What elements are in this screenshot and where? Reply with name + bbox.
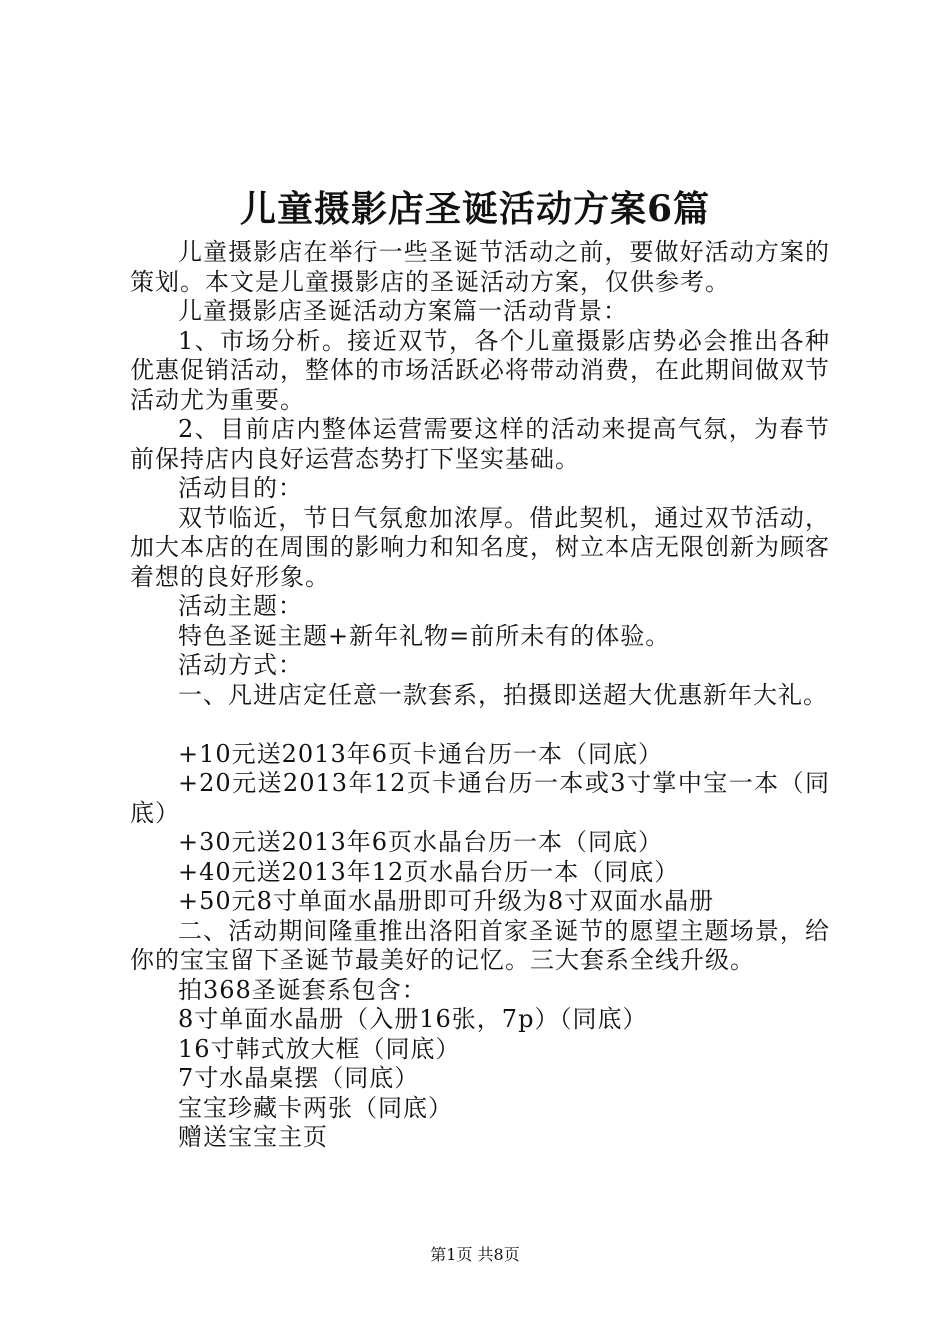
paragraph: +50元8寸单面水晶册即可升级为8寸双面水晶册 bbox=[178, 887, 715, 915]
paragraph: 儿童摄影店在举行一些圣诞节活动之前，要做好活动方案的策划。本文是儿童摄影店的圣诞活动方案，仅供参考。 bbox=[130, 238, 830, 296]
page-footer: 第1页 共8页 bbox=[430, 1245, 520, 1264]
blank-line bbox=[130, 710, 830, 740]
paragraph: 二、活动期间隆重推出洛阳首家圣诞节的愿望主题场景，给你的宝宝留下圣诞节最美好的记忆。三大套系全线升级。 bbox=[130, 916, 830, 974]
paragraph: +40元送2013年12页水晶台历一本（同底） bbox=[178, 857, 680, 886]
paragraph: 宝宝珍藏卡两张（同底） bbox=[178, 1093, 453, 1122]
paragraph: 8寸单面水晶册（入册16张，7p）（同底） bbox=[178, 1005, 648, 1033]
paragraph: 赠送宝宝主页 bbox=[178, 1123, 328, 1151]
paragraph: 7寸水晶桌摆（同底） bbox=[178, 1064, 420, 1092]
paragraph: +10元送2013年6页卡通台历一本（同底） bbox=[178, 739, 663, 768]
paragraph: +30元送2013年6页水晶台历一本（同底） bbox=[178, 828, 663, 856]
paragraph: 儿童摄影店圣诞活动方案篇一活动背景： bbox=[178, 297, 628, 325]
paragraph: 16寸韩式放大框（同底） bbox=[178, 1034, 461, 1063]
document-body bbox=[130, 238, 830, 1153]
paragraph: 一、凡进店定任意一款套系，拍摄即送超大优惠新年大礼。 bbox=[178, 680, 828, 709]
paragraph: 活动方式： bbox=[178, 651, 303, 679]
paragraph: 2、目前店内整体运营需要这样的活动来提高气氛，为春节前保持店内良好运营态势打下坚实基础。 bbox=[130, 415, 830, 473]
paragraph: 活动目的： bbox=[178, 474, 303, 502]
paragraph: 拍368圣诞套系包含： bbox=[178, 975, 427, 1004]
document-title: 儿童摄影店圣诞活动方案6篇 bbox=[239, 188, 711, 230]
paragraph: 1、市场分析。接近双节，各个儿童摄影店势必会推出各种优惠促销活动，整体的市场活跃必将带动消费，在此期间做双节活动尤为重要。 bbox=[130, 326, 830, 414]
paragraph: +20元送2013年12页卡通台历一本或3寸掌中宝一本（同底） bbox=[130, 769, 830, 827]
paragraph: 活动主题： bbox=[178, 592, 303, 620]
paragraph: 双节临近，节日气氛愈加浓厚。借此契机，通过双节活动，加大本店的在周围的影响力和知名度，树立本店无限创新为顾客着想的良好形象。 bbox=[130, 503, 830, 591]
paragraph: 特色圣诞主题+新年礼物=前所未有的体验。 bbox=[178, 621, 671, 650]
